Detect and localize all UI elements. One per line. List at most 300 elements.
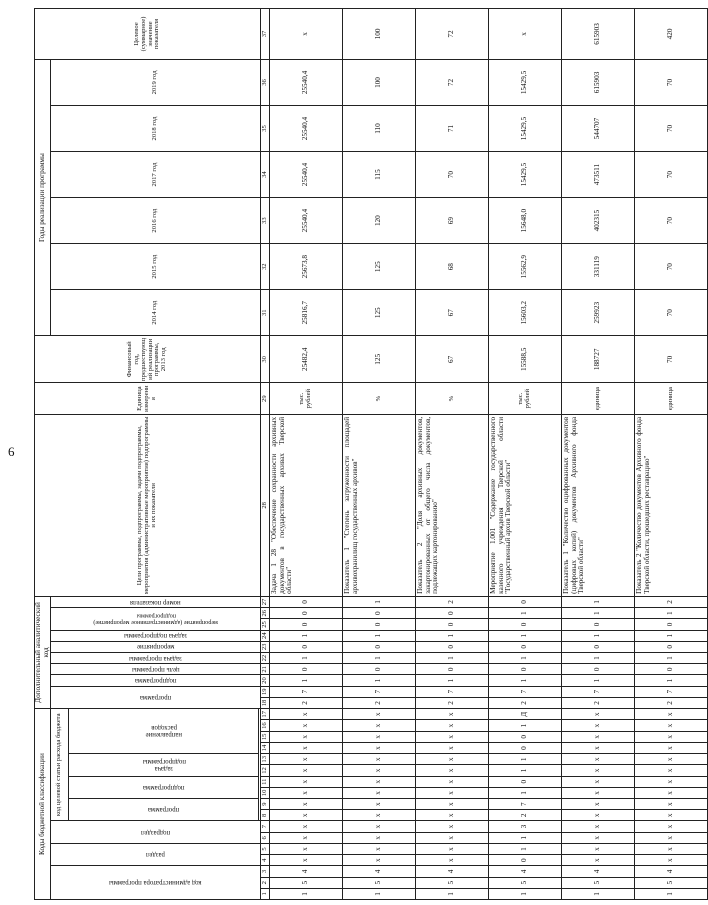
name-cell: Мероприятие 1.001 "Содержание государственного казенного учреждения Тверской области "Государственный архив Тверской области": [489, 414, 562, 596]
code-cell: x: [416, 855, 489, 866]
code-cell: x: [416, 787, 489, 798]
code-cell: x: [416, 754, 489, 765]
code-cell: x: [270, 855, 343, 866]
column-number: 7: [261, 821, 270, 832]
code-cell: 0: [489, 596, 562, 607]
value-2016-cell: 120: [343, 198, 416, 244]
code-cell: 1: [270, 630, 343, 641]
code-cell: 7: [489, 799, 562, 810]
code-cell: 1: [562, 608, 635, 619]
column-number: 6: [261, 832, 270, 843]
code-cell: 0: [489, 619, 562, 630]
code-cell: 1: [489, 720, 562, 731]
code-cell: 1: [416, 888, 489, 899]
column-number: 17: [261, 709, 270, 720]
code-cell: 4: [270, 866, 343, 877]
code-cell: 1: [489, 630, 562, 641]
value-2015-cell: 125: [343, 244, 416, 290]
code-cell: x: [343, 821, 416, 832]
code-cell: 1: [343, 630, 416, 641]
code-cell: x: [343, 776, 416, 787]
column-numbers-row: [261, 9, 270, 900]
code-cell: 1: [489, 652, 562, 663]
code-cell: x: [343, 843, 416, 854]
target-cell: x: [489, 9, 562, 60]
code-cell: x: [562, 765, 635, 776]
head-subsection: подраздел: [51, 821, 261, 843]
code-cell: 0: [635, 664, 708, 675]
table-row: [270, 9, 343, 900]
code-cell: x: [416, 709, 489, 720]
column-number: 37: [261, 9, 270, 60]
column-number: 32: [261, 244, 270, 290]
code-cell: 1: [489, 888, 562, 899]
code-cell: 1: [635, 608, 708, 619]
value-2017-cell: 15429,5: [489, 152, 562, 198]
code-cell: 0: [416, 619, 489, 630]
code-cell: 1: [343, 888, 416, 899]
head-a-sub-event: мероприятие (административное мероприятие) подпрограммы: [51, 608, 261, 630]
page-number: 6: [8, 444, 15, 459]
column-number: 33: [261, 198, 270, 244]
value-2016-cell: 69: [416, 198, 489, 244]
table-header: [35, 9, 270, 900]
head-y2018: 2018 год: [51, 106, 261, 152]
table-row: [635, 9, 708, 900]
code-cell: x: [343, 855, 416, 866]
code-cell: x: [343, 787, 416, 798]
code-cell: 1: [416, 630, 489, 641]
column-number: 30: [261, 336, 270, 383]
code-cell: 2: [489, 697, 562, 708]
value-2013-cell: 188727: [562, 336, 635, 383]
code-cell: 1: [562, 888, 635, 899]
value-2018-cell: 25540,4: [270, 106, 343, 152]
code-cell: x: [562, 843, 635, 854]
value-2013-cell: 70: [635, 336, 708, 383]
code-cell: x: [416, 810, 489, 821]
code-cell: x: [635, 742, 708, 753]
value-2015-cell: 70: [635, 244, 708, 290]
code-cell: x: [270, 787, 343, 798]
code-cell: x: [343, 765, 416, 776]
column-number: 23: [261, 641, 270, 652]
code-cell: 0: [489, 855, 562, 866]
column-number: 29: [261, 383, 270, 414]
code-cell: 1: [489, 843, 562, 854]
unit-cell: %: [343, 383, 416, 414]
code-cell: 0: [635, 619, 708, 630]
column-number: 3: [261, 866, 270, 877]
code-cell: x: [635, 810, 708, 821]
code-cell: 7: [489, 686, 562, 697]
code-cell: x: [562, 776, 635, 787]
code-cell: x: [635, 821, 708, 832]
target-cell: 72: [416, 9, 489, 60]
code-cell: 7: [343, 686, 416, 697]
column-number: 27: [261, 596, 270, 607]
code-cell: 4: [343, 866, 416, 877]
code-cell: x: [270, 832, 343, 843]
column-number: 25: [261, 619, 270, 630]
head-kcsr: код целевой статьи расхода бюджета: [51, 709, 69, 821]
column-number: 21: [261, 664, 270, 675]
code-cell: x: [635, 776, 708, 787]
table-body: [270, 9, 708, 900]
target-cell: 615903: [562, 9, 635, 60]
value-2018-cell: 544707: [562, 106, 635, 152]
code-cell: x: [635, 855, 708, 866]
table-row: [489, 9, 562, 900]
target-cell: 420: [635, 9, 708, 60]
value-2016-cell: 402315: [562, 198, 635, 244]
head-y2015: 2015 год: [51, 244, 261, 290]
value-2013-cell: 15588,5: [489, 336, 562, 383]
code-cell: 1: [270, 652, 343, 663]
name-cell: Показатель 1 "Степень загруженности площадей архивохранилищ государственных архивов": [343, 414, 416, 596]
head-a-prog: программа: [51, 686, 261, 708]
code-cell: 0: [270, 664, 343, 675]
column-number: 28: [261, 414, 270, 596]
code-cell: 0: [489, 641, 562, 652]
head-name: Цели программы, подпрограммы, задачи подпрограммы, мероприятия (административные мероприятия) подпрограммы и их показатели: [35, 414, 261, 596]
code-cell: x: [562, 855, 635, 866]
code-cell: x: [562, 709, 635, 720]
code-cell: x: [343, 731, 416, 742]
code-cell: Д: [489, 709, 562, 720]
code-cell: x: [635, 799, 708, 810]
code-cell: x: [635, 832, 708, 843]
code-cell: x: [343, 810, 416, 821]
code-cell: 0: [270, 596, 343, 607]
column-number: 24: [261, 630, 270, 641]
code-cell: 0: [343, 641, 416, 652]
code-cell: 0: [489, 742, 562, 753]
value-2014-cell: 15603,2: [489, 290, 562, 336]
value-2018-cell: 15429,5: [489, 106, 562, 152]
code-cell: 2: [343, 697, 416, 708]
column-number: 35: [261, 106, 270, 152]
head-budget: Коды бюджетной классификации: [35, 709, 51, 900]
column-number: 19: [261, 686, 270, 697]
head-y2019: 2019 год: [51, 59, 261, 105]
unit-cell: единица: [562, 383, 635, 414]
code-cell: 2: [635, 596, 708, 607]
code-cell: x: [562, 821, 635, 832]
code-cell: 1: [489, 608, 562, 619]
code-cell: x: [343, 742, 416, 753]
code-cell: x: [270, 765, 343, 776]
value-2013-cell: 125: [343, 336, 416, 383]
column-number: 26: [261, 608, 270, 619]
code-cell: x: [635, 787, 708, 798]
head-y2014: 2014 год: [51, 290, 261, 336]
code-cell: 0: [489, 664, 562, 675]
code-cell: x: [416, 776, 489, 787]
unit-cell: тыс. рублей: [489, 383, 562, 414]
code-cell: 5: [270, 877, 343, 888]
value-2017-cell: 115: [343, 152, 416, 198]
code-cell: x: [343, 709, 416, 720]
code-cell: x: [343, 832, 416, 843]
value-2017-cell: 25540,4: [270, 152, 343, 198]
column-number: 22: [261, 652, 270, 663]
code-cell: x: [562, 731, 635, 742]
value-2019-cell: 72: [416, 59, 489, 105]
code-cell: x: [562, 799, 635, 810]
column-number: 5: [261, 843, 270, 854]
code-cell: 2: [416, 596, 489, 607]
code-cell: 0: [416, 641, 489, 652]
code-cell: 7: [562, 686, 635, 697]
column-number: 15: [261, 731, 270, 742]
code-cell: 1: [489, 832, 562, 843]
head-unit: Единица измерения: [35, 383, 261, 414]
code-cell: 1: [343, 675, 416, 686]
code-cell: 1: [489, 675, 562, 686]
code-cell: 5: [343, 877, 416, 888]
code-cell: x: [562, 810, 635, 821]
column-number: 36: [261, 59, 270, 105]
value-2015-cell: 25673,8: [270, 244, 343, 290]
column-number: 31: [261, 290, 270, 336]
code-cell: 5: [635, 877, 708, 888]
code-cell: 5: [489, 877, 562, 888]
column-number: 9: [261, 799, 270, 810]
value-2017-cell: 70: [416, 152, 489, 198]
code-cell: x: [416, 720, 489, 731]
head-subprog: подпрограмма: [69, 776, 259, 798]
code-cell: x: [270, 799, 343, 810]
name-cell: Показатель 1 "Количество оцифрованных документов (цифровых копий) документов Архивного фонда Тверской области": [562, 414, 635, 596]
head-a-task-sub: задача подпрограммы: [51, 630, 261, 641]
code-cell: 3: [489, 821, 562, 832]
code-cell: x: [270, 709, 343, 720]
value-2015-cell: 15562,9: [489, 244, 562, 290]
value-2014-cell: 70: [635, 290, 708, 336]
code-cell: 5: [562, 877, 635, 888]
code-cell: 0: [489, 776, 562, 787]
code-cell: x: [416, 832, 489, 843]
code-cell: 1: [635, 652, 708, 663]
value-2019-cell: 25540,4: [270, 59, 343, 105]
code-cell: 1: [489, 754, 562, 765]
column-number: 1: [261, 888, 270, 899]
head-y2017: 2017 год: [51, 152, 261, 198]
column-number: 16: [261, 720, 270, 731]
table-row: [562, 9, 635, 900]
code-cell: 0: [562, 619, 635, 630]
unit-cell: %: [416, 383, 489, 414]
value-2017-cell: 70: [635, 152, 708, 198]
code-cell: 1: [635, 888, 708, 899]
code-cell: x: [270, 754, 343, 765]
value-2019-cell: 615903: [562, 59, 635, 105]
code-cell: 2: [562, 697, 635, 708]
head-target: Целевое (суммарное) значение показателя: [35, 9, 261, 60]
code-cell: 2: [416, 697, 489, 708]
head-a-task-prog: задача программы: [51, 652, 261, 663]
head-analytic: Дополнительный аналитический код: [35, 596, 51, 708]
value-2015-cell: 331119: [562, 244, 635, 290]
column-number: 13: [261, 754, 270, 765]
column-number: 34: [261, 152, 270, 198]
code-cell: x: [562, 832, 635, 843]
code-cell: x: [416, 799, 489, 810]
code-cell: 0: [343, 619, 416, 630]
code-cell: x: [562, 754, 635, 765]
value-2014-cell: 125: [343, 290, 416, 336]
value-2019-cell: 70: [635, 59, 708, 105]
code-cell: 1: [489, 765, 562, 776]
code-cell: x: [416, 765, 489, 776]
code-cell: 0: [270, 641, 343, 652]
column-number: 20: [261, 675, 270, 686]
column-number: 10: [261, 787, 270, 798]
code-cell: x: [343, 720, 416, 731]
code-cell: x: [635, 843, 708, 854]
value-2018-cell: 71: [416, 106, 489, 152]
value-2019-cell: 100: [343, 59, 416, 105]
table-row: [416, 9, 489, 900]
code-cell: 1: [343, 596, 416, 607]
code-cell: x: [416, 843, 489, 854]
code-cell: 0: [562, 664, 635, 675]
code-cell: 4: [635, 866, 708, 877]
value-2018-cell: 70: [635, 106, 708, 152]
table-row: [343, 9, 416, 900]
code-cell: x: [635, 765, 708, 776]
name-cell: Показатель 2 "Количество документов Архивного фонда Тверской области, прошедших реставрацию": [635, 414, 708, 596]
landscape-table-wrapper: [34, 8, 675, 900]
head-a-indicator: номер показателя: [51, 596, 261, 607]
column-number: 4: [261, 855, 270, 866]
code-cell: 0: [343, 664, 416, 675]
name-cell: Задача 1 28 "Обеспечение сохранности архивных документов в государственных архивах Тверской области": [270, 414, 343, 596]
value-2017-cell: 473511: [562, 152, 635, 198]
code-cell: x: [270, 742, 343, 753]
value-2016-cell: 25540,4: [270, 198, 343, 244]
code-cell: x: [270, 843, 343, 854]
value-2015-cell: 68: [416, 244, 489, 290]
value-2013-cell: 67: [416, 336, 489, 383]
code-cell: 0: [343, 608, 416, 619]
code-cell: x: [635, 754, 708, 765]
code-cell: 0: [416, 664, 489, 675]
code-cell: 4: [416, 866, 489, 877]
program-table: [34, 8, 708, 900]
unit-cell: тыс. рублей: [270, 383, 343, 414]
code-cell: 1: [489, 787, 562, 798]
unit-cell: единица: [635, 383, 708, 414]
code-cell: x: [416, 821, 489, 832]
code-cell: 0: [270, 619, 343, 630]
rotated-page: [34, 8, 675, 900]
head-task-sub: задача подпрограммы: [69, 754, 259, 776]
code-cell: x: [562, 742, 635, 753]
code-cell: 0: [416, 608, 489, 619]
code-cell: 1: [562, 675, 635, 686]
head-a-event: мероприятие: [51, 641, 261, 652]
code-cell: 2: [489, 810, 562, 821]
code-cell: x: [343, 754, 416, 765]
code-cell: 4: [562, 866, 635, 877]
column-number: 2: [261, 877, 270, 888]
code-cell: x: [270, 821, 343, 832]
code-cell: 7: [635, 686, 708, 697]
code-cell: x: [270, 810, 343, 821]
code-cell: 2: [635, 697, 708, 708]
value-2016-cell: 15648,0: [489, 198, 562, 244]
code-cell: 0: [635, 641, 708, 652]
code-cell: 7: [270, 686, 343, 697]
head-years: Годы реализации программы: [35, 59, 51, 335]
code-cell: 0: [489, 731, 562, 742]
code-cell: 1: [343, 652, 416, 663]
code-cell: 7: [416, 686, 489, 697]
code-cell: x: [635, 720, 708, 731]
target-cell: x: [270, 9, 343, 60]
code-cell: 1: [635, 675, 708, 686]
code-cell: 1: [562, 652, 635, 663]
code-cell: x: [270, 731, 343, 742]
code-cell: 2: [270, 697, 343, 708]
code-cell: x: [416, 742, 489, 753]
code-cell: x: [416, 731, 489, 742]
column-number: 11: [261, 776, 270, 787]
head-y2016: 2016 год: [51, 198, 261, 244]
name-cell: Показатель 2 "Доля архивных документов, закартонированных от общего числа документов, подлежащих картонированию": [416, 414, 489, 596]
value-2014-cell: 259923: [562, 290, 635, 336]
head-a-subprog: подпрограмма: [51, 675, 261, 686]
head-a-goal: цель программы: [51, 664, 261, 675]
head-direction: направление расходов: [69, 709, 259, 754]
code-cell: x: [270, 720, 343, 731]
column-number: 14: [261, 742, 270, 753]
value-2016-cell: 70: [635, 198, 708, 244]
code-cell: 4: [489, 866, 562, 877]
code-cell: 0: [270, 608, 343, 619]
target-cell: 100: [343, 9, 416, 60]
code-cell: 5: [416, 877, 489, 888]
value-2013-cell: 25482,4: [270, 336, 343, 383]
column-number: 12: [261, 765, 270, 776]
head-fin: Финансовый год, предшествующий реализации программы, 2013 год: [35, 336, 261, 383]
code-cell: 1: [562, 630, 635, 641]
code-cell: 1: [416, 652, 489, 663]
value-2014-cell: 67: [416, 290, 489, 336]
code-cell: 0: [562, 641, 635, 652]
head-admin: код администратора программы: [51, 866, 261, 900]
code-cell: x: [635, 731, 708, 742]
code-cell: x: [343, 799, 416, 810]
code-cell: x: [562, 720, 635, 731]
value-2018-cell: 110: [343, 106, 416, 152]
column-number: 18: [261, 697, 270, 708]
value-2019-cell: 15429,5: [489, 59, 562, 105]
column-number: 8: [261, 810, 270, 821]
code-cell: 1: [270, 675, 343, 686]
head-section: раздел: [51, 843, 261, 865]
code-cell: 1: [635, 630, 708, 641]
code-cell: 1: [270, 888, 343, 899]
code-cell: 1: [562, 596, 635, 607]
code-cell: x: [635, 709, 708, 720]
code-cell: x: [562, 787, 635, 798]
code-cell: x: [270, 776, 343, 787]
head-prog: программа: [69, 799, 259, 821]
code-cell: 1: [416, 675, 489, 686]
